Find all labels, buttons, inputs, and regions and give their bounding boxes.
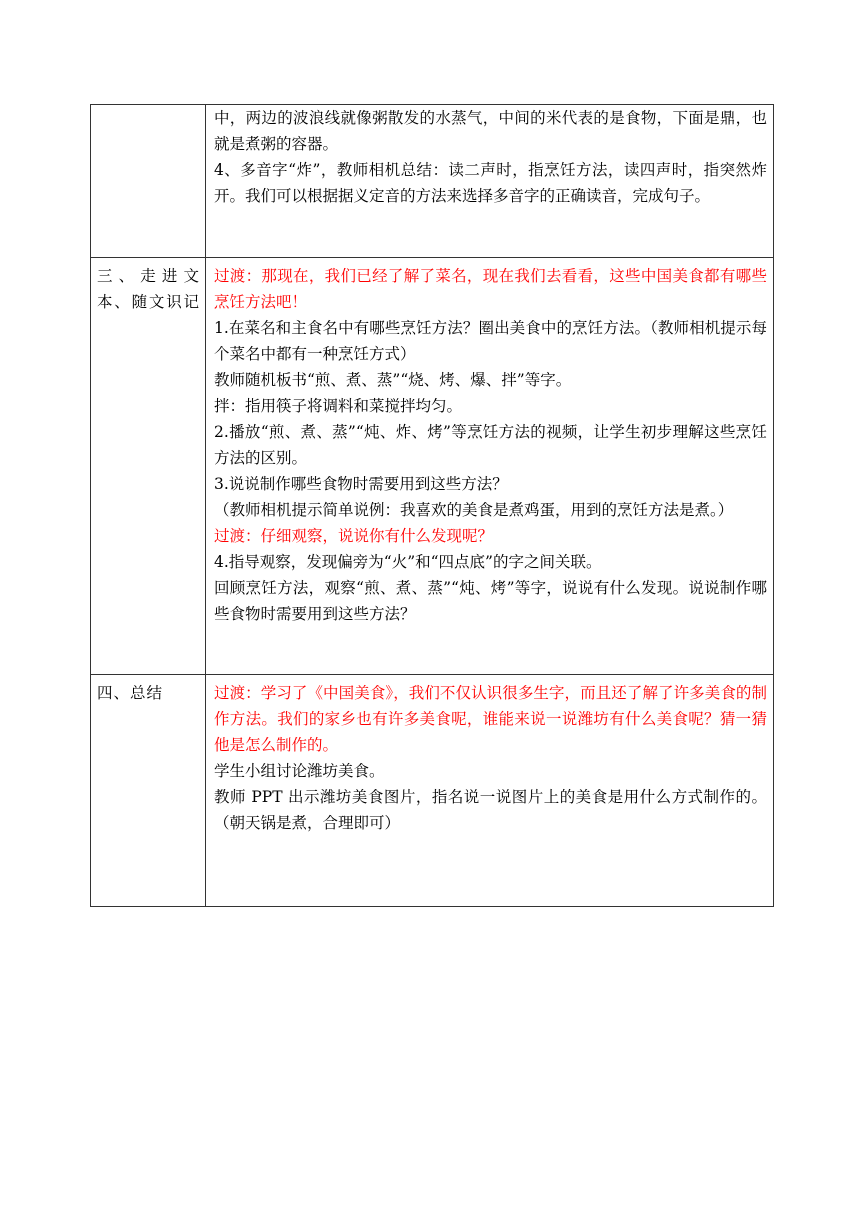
stage-label-cell	[91, 675, 206, 907]
transition-text: 过渡：仔细观察，说说你有什么发现呢？	[214, 527, 494, 545]
content-paragraph: （教师相机提示简单说例：我喜欢的美食是煮鸡蛋，用到的烹饪方法是煮。）	[214, 501, 734, 519]
content-paragraph: 教师 PPT 出示潍坊美食图片，指名说一说图片上的美食是用什么方式制作的。（朝天锅是煮，合理即可）	[214, 788, 767, 832]
table-row	[91, 258, 774, 675]
stage-label-cell	[91, 258, 206, 675]
stage-content-cell	[206, 105, 774, 258]
stage-content-cell	[206, 258, 774, 675]
content-paragraph: 3.说说制作哪些食物时需要用到这些方法？	[214, 475, 508, 493]
stage-label-cell	[91, 105, 206, 258]
content-paragraph: 1.在菜名和主食名中有哪些烹饪方法？圈出美食中的烹饪方法。（教师相机提示每个菜名中都有一种烹饪方式）	[214, 319, 767, 363]
table-row	[91, 105, 774, 258]
transition-text: 过渡：那现在，我们已经了解了菜名，现在我们去看看，这些中国美食都有哪些烹饪方法吧！	[214, 267, 767, 311]
table-row	[91, 675, 774, 907]
content-paragraph: 4.指导观察，发现偏旁为“火”和“四点底”的字之间关联。	[214, 553, 602, 571]
content-paragraph: 回顾烹饪方法，观察“煎、煮、蒸”“炖、烤”等字，说说有什么发现。说说制作哪些食物时需要用到这些方法？	[214, 579, 767, 623]
stage-content-cell	[206, 675, 774, 907]
content-paragraph: 学生小组讨论潍坊美食。	[214, 762, 385, 780]
content-paragraph: 中，两边的波浪线就像粥散发的水蒸气，中间的米代表的是食物，下面是鼎，也就是煮粥的容器。	[214, 109, 767, 153]
transition-text: 过渡：学习了《中国美食》，我们不仅认识很多生字，而且还了解了许多美食的制作方法。我们的家乡也有许多美食呢，谁能来说一说潍坊有什么美食呢？猜一猜他是怎么制作的。	[214, 684, 767, 754]
content-paragraph: 2.播放“煎、煮、蒸”“炖、炸、烤”等烹饪方法的视频，让学生初步理解这些烹饪方法的区别。	[214, 423, 767, 467]
stage-label: 四、总结	[97, 684, 164, 702]
content-paragraph: 拌：指用筷子将调料和菜搅拌均匀。	[214, 397, 463, 415]
content-paragraph: 4、多音字“炸”，教师相机总结：读二声时，指烹饪方法，读四声时，指突然炸开。我们可以根据据义定音的方法来选择多音字的正确读音，完成句子。	[214, 161, 767, 205]
lesson-plan-table	[90, 104, 774, 907]
content-paragraph: 教师随机板书“煎、煮、蒸”“烧、烤、爆、拌”等字。	[214, 371, 572, 389]
stage-label: 三、走进文本、随文识记	[97, 267, 199, 311]
stage-label	[91, 105, 205, 110]
